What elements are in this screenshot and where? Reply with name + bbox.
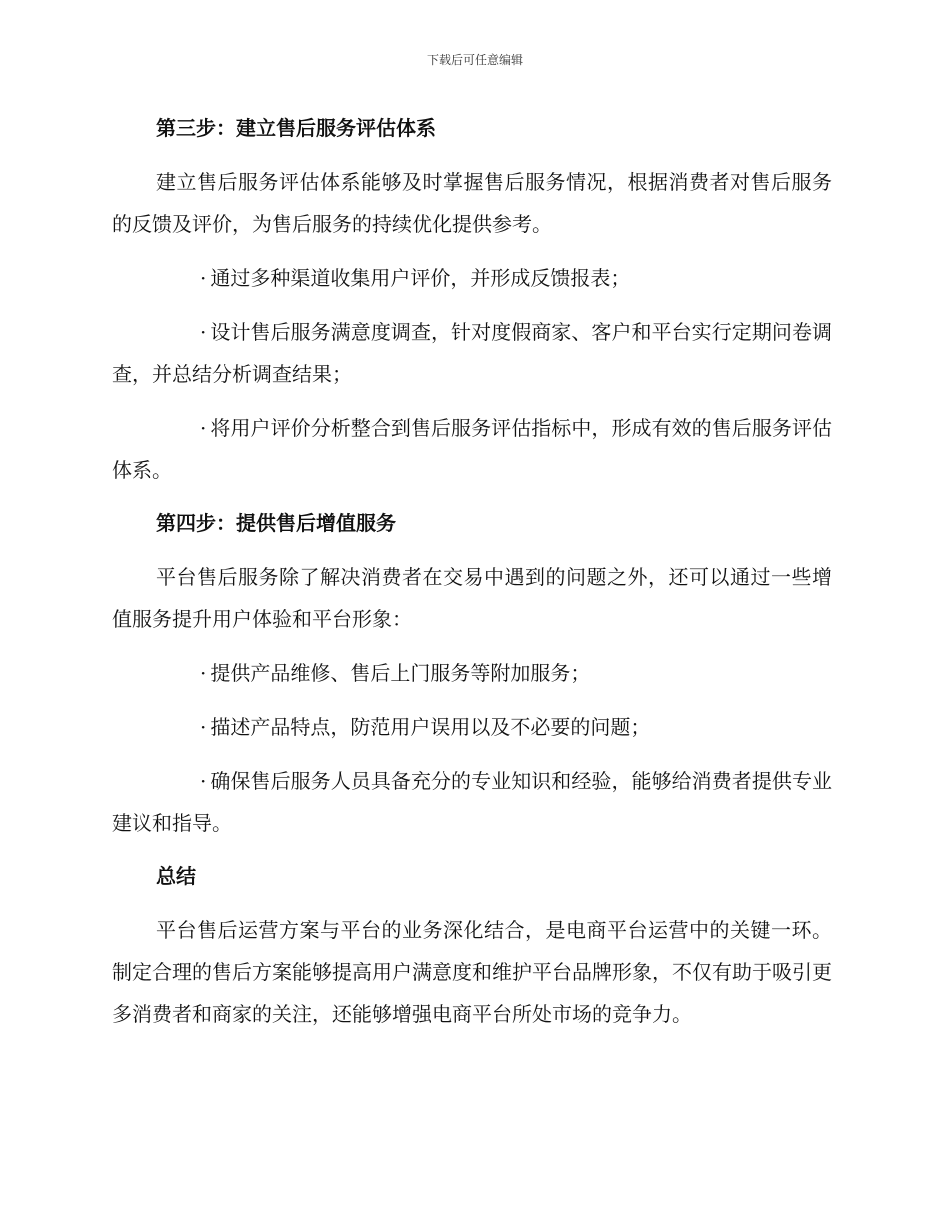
summary-paragraph: 平台售后运营方案与平台的业务深化结合，是电商平台运营中的关键一环。制定合理的售后方案能够提高用户满意度和维护平台品牌形象，不仅有助于吸引更多消费者和商家的关注，还能够增强电商平台所处市场的竞争力。: [112, 918, 832, 1026]
bullet-text: 提供产品维修、售后上门服务等附加服务；: [210, 661, 591, 685]
section-heading-step-three: 第三步：建立售后服务评估体系: [156, 116, 436, 140]
bullet-item: [112, 407, 832, 491]
bullet-item: [112, 652, 832, 694]
page-header: 下载后可任意编辑: [426, 53, 523, 67]
bullet-text: 确保售后服务人员具备充分的专业知识和经验，能够给消费者提供专业建议和指导。: [112, 769, 832, 835]
section-heading-summary: 总结: [156, 864, 196, 888]
bullet-item: [112, 311, 832, 395]
bullet-dot-icon: ·: [200, 416, 207, 440]
bullet-dot-icon: ·: [200, 769, 207, 793]
bullet-text: 设计售后服务满意度调查，针对度假商家、客户和平台实行定期问卷调查，并总结分析调查结果；: [112, 320, 832, 386]
bullet-text: 通过多种渠道收集用户评价，并形成反馈报表；: [210, 266, 631, 290]
bullet-dot-icon: ·: [200, 715, 207, 739]
document-body: [112, 108, 832, 1047]
bullet-text: 将用户评价分析整合到售后服务评估指标中，形成有效的售后服务评估体系。: [112, 416, 832, 482]
bullet-item: [112, 760, 832, 844]
bullet-text: 描述产品特点，防范用户误用以及不必要的问题；: [210, 715, 651, 739]
bullet-item: [112, 706, 832, 748]
section-intro-paragraph: 平台售后服务除了解决消费者在交易中遇到的问题之外，还可以通过一些增值服务提升用户体验和平台形象：: [112, 565, 832, 631]
section-heading-step-four: 第四步：提供售后增值服务: [156, 511, 396, 535]
bullet-dot-icon: ·: [200, 266, 207, 290]
bullet-dot-icon: ·: [200, 661, 207, 685]
bullet-item: [112, 257, 832, 299]
section-intro-paragraph: 建立售后服务评估体系能够及时掌握售后服务情况，根据消费者对售后服务的反馈及评价，为售后服务的持续优化提供参考。: [112, 170, 832, 236]
bullet-dot-icon: ·: [200, 320, 207, 344]
